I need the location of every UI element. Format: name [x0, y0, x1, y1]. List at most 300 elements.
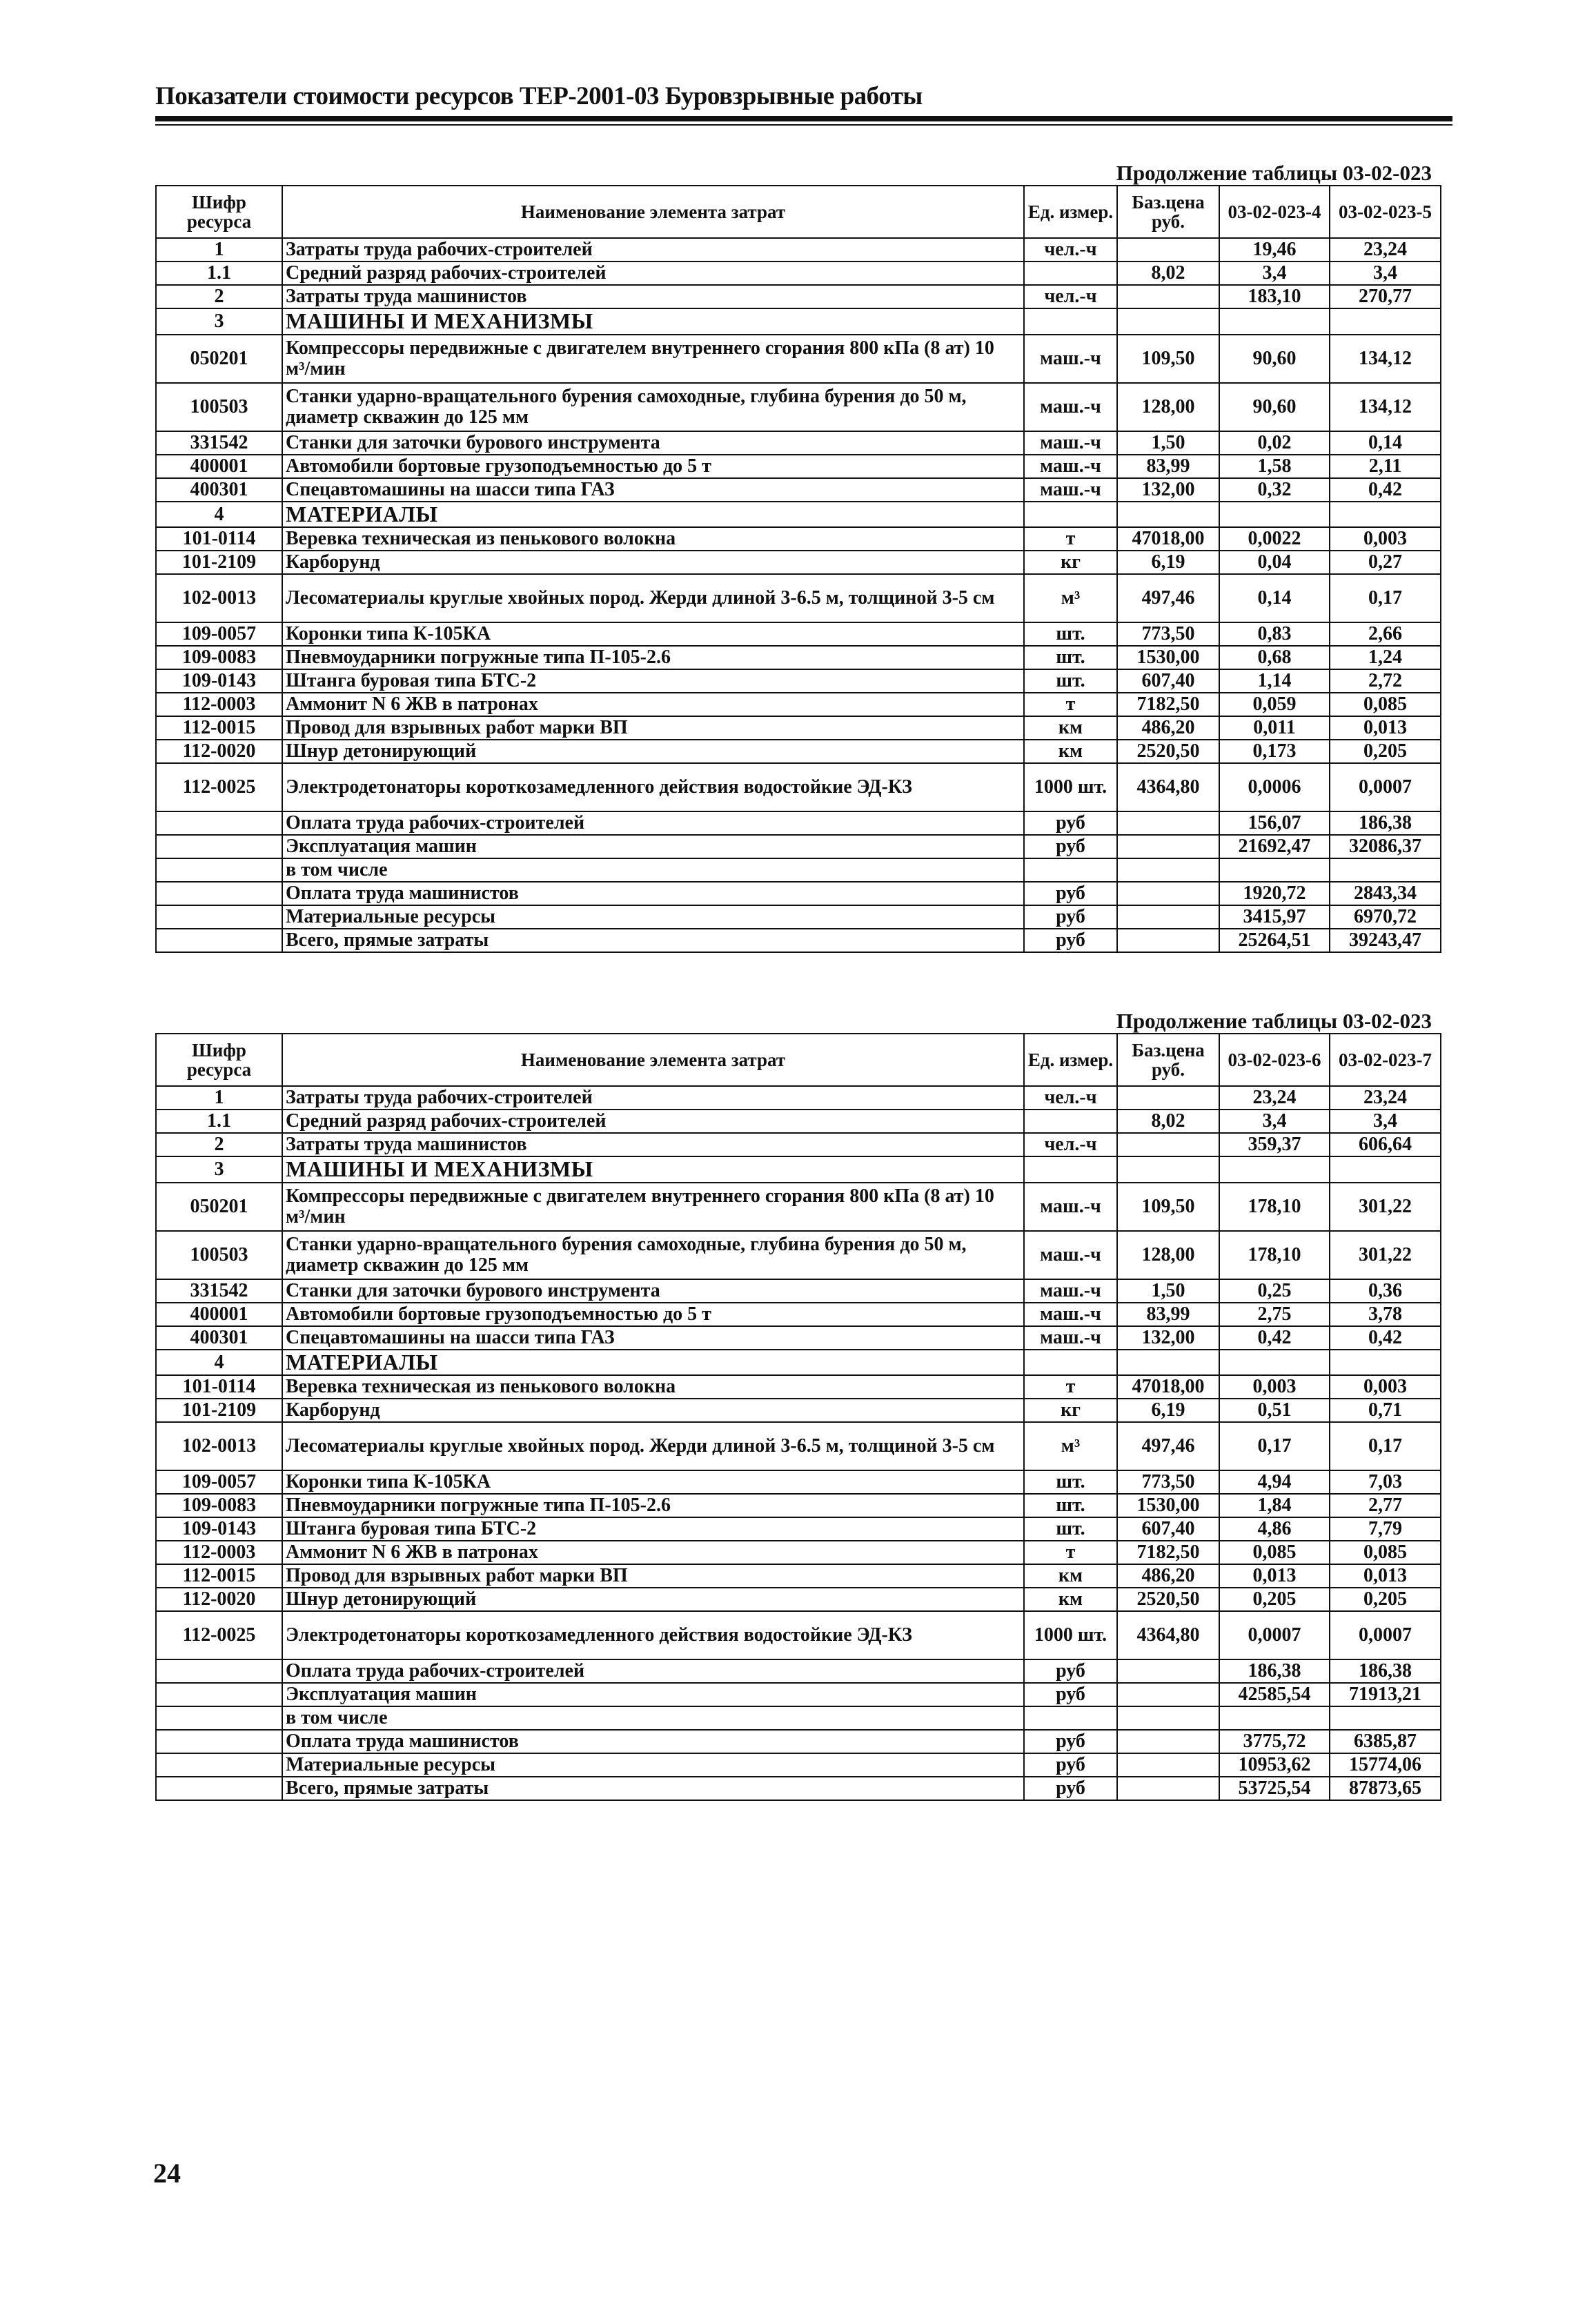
col-header-norm-b: 03-02-023-5 [1330, 186, 1441, 238]
cost-element-name-cell: Штанга буровая типа БТС-2 [282, 1517, 1024, 1541]
resource-code-cell: 101-2109 [156, 1399, 282, 1422]
cost-element-name-cell: Всего, прямые затраты [282, 929, 1024, 952]
resource-code-cell: 101-0114 [156, 1375, 282, 1399]
norm-b-value-cell: 2,11 [1330, 455, 1441, 478]
resource-code-cell [156, 1683, 282, 1706]
table-row [156, 1611, 1441, 1659]
norm-a-value-cell: 1,58 [1219, 455, 1330, 478]
norm-b-value-cell: 0,14 [1330, 431, 1441, 455]
cost-element-name-cell: Затраты труда рабочих-строителей [282, 238, 1024, 262]
cost-element-name-cell: Аммонит N 6 ЖВ в патронах [282, 693, 1024, 716]
unit-cell [1024, 1350, 1117, 1376]
resource-code-cell: 2 [156, 285, 282, 308]
norm-a-value-cell [1219, 308, 1330, 335]
norm-b-value-cell: 2,66 [1330, 622, 1441, 646]
cost-element-name-cell: Провод для взрывных работ марки ВП [282, 1564, 1024, 1588]
table-row [156, 1183, 1441, 1231]
summary-row [156, 858, 1441, 882]
unit-cell: руб [1024, 1753, 1117, 1777]
cost-element-name-cell: Материальные ресурсы [282, 1753, 1024, 1777]
norm-a-value-cell: 0,68 [1219, 646, 1330, 669]
norm-a-value-cell: 0,32 [1219, 478, 1330, 502]
unit-cell: маш.-ч [1024, 478, 1117, 502]
resource-code-cell: 1.1 [156, 1110, 282, 1133]
norm-a-value-cell: 2,75 [1219, 1303, 1330, 1326]
base-price-cell: 83,99 [1117, 1303, 1219, 1326]
resource-table-2 [155, 1033, 1441, 1801]
base-price-cell [1117, 1683, 1219, 1706]
table-row [156, 693, 1441, 716]
resource-code-cell [156, 835, 282, 858]
base-price-cell [1117, 1706, 1219, 1730]
col-header-name: Наименование элемента затрат [282, 186, 1024, 238]
unit-cell [1024, 1110, 1117, 1133]
unit-cell: руб [1024, 1683, 1117, 1706]
cost-element-name-cell: Станки для заточки бурового инструмента [282, 431, 1024, 455]
table-row [156, 1326, 1441, 1350]
base-price-cell: 486,20 [1117, 716, 1219, 740]
col-header-norm-b: 03-02-023-7 [1330, 1034, 1441, 1086]
table-row [156, 1110, 1441, 1133]
norm-b-value-cell [1330, 1706, 1441, 1730]
unit-cell: шт. [1024, 1470, 1117, 1494]
norm-a-value-cell: 3415,97 [1219, 905, 1330, 929]
section-heading-row [156, 1350, 1441, 1376]
summary-row [156, 1683, 1441, 1706]
table-row [156, 1231, 1441, 1279]
norm-b-value-cell: 0,003 [1330, 1375, 1441, 1399]
base-price-cell [1117, 905, 1219, 929]
norm-b-value-cell: 0,36 [1330, 1279, 1441, 1303]
unit-cell [1024, 262, 1117, 285]
resource-code-cell: 109-0083 [156, 646, 282, 669]
unit-cell: шт. [1024, 669, 1117, 693]
base-price-cell: 607,40 [1117, 669, 1219, 693]
norm-a-value-cell: 0,085 [1219, 1541, 1330, 1564]
table-row [156, 285, 1441, 308]
resource-code-cell: 331542 [156, 431, 282, 455]
norm-b-value-cell: 186,38 [1330, 811, 1441, 835]
header-rule-thin [155, 124, 1452, 126]
base-price-cell [1117, 1156, 1219, 1183]
cost-element-name-cell: Коронки типа К-105КА [282, 622, 1024, 646]
table-row [156, 527, 1441, 551]
summary-row [156, 929, 1441, 952]
norm-b-value-cell: 301,22 [1330, 1183, 1441, 1231]
norm-a-value-cell: 0,17 [1219, 1422, 1330, 1470]
table-row [156, 1086, 1441, 1110]
resource-code-cell: 109-0057 [156, 622, 282, 646]
table-row [156, 383, 1441, 431]
table-row [156, 1399, 1441, 1422]
norm-b-value-cell: 71913,21 [1330, 1683, 1441, 1706]
resource-code-cell [156, 1730, 282, 1753]
base-price-cell: 4364,80 [1117, 1611, 1219, 1659]
cost-element-name-cell: Станки ударно-вращательного бурения самоходные, глубина бурения до 50 м, диаметр скважин до 125 мм [282, 383, 1024, 431]
base-price-cell [1117, 1086, 1219, 1110]
cost-element-name-cell: Электродетонаторы короткозамедленного действия водостойкие ЭД-КЗ [282, 1611, 1024, 1659]
page-number: 24 [153, 2158, 181, 2189]
norm-a-value-cell: 4,94 [1219, 1470, 1330, 1494]
resource-code-cell [156, 858, 282, 882]
cost-element-name-cell: в том числе [282, 858, 1024, 882]
resource-code-cell: 109-0143 [156, 1517, 282, 1541]
cost-element-name-cell: Пневмоударники погружные типа П-105-2.6 [282, 646, 1024, 669]
norm-b-value-cell [1330, 858, 1441, 882]
cost-element-name-cell: Эксплуатация машин [282, 1683, 1024, 1706]
base-price-cell: 1,50 [1117, 1279, 1219, 1303]
base-price-cell: 128,00 [1117, 1231, 1219, 1279]
table-row [156, 574, 1441, 622]
resource-code-cell [156, 1753, 282, 1777]
unit-cell: маш.-ч [1024, 1303, 1117, 1326]
norm-b-value-cell: 3,4 [1330, 1110, 1441, 1133]
norm-a-value-cell: 178,10 [1219, 1183, 1330, 1231]
cost-element-name-cell: Пневмоударники погружные типа П-105-2.6 [282, 1494, 1024, 1517]
norm-a-value-cell: 186,38 [1219, 1659, 1330, 1683]
norm-a-value-cell: 4,86 [1219, 1517, 1330, 1541]
resource-code-cell [156, 811, 282, 835]
unit-cell: т [1024, 693, 1117, 716]
unit-cell: чел.-ч [1024, 1086, 1117, 1110]
norm-a-value-cell: 156,07 [1219, 811, 1330, 835]
unit-cell: м³ [1024, 1422, 1117, 1470]
norm-a-value-cell: 10953,62 [1219, 1753, 1330, 1777]
norm-b-value-cell: 0,71 [1330, 1399, 1441, 1422]
norm-a-value-cell: 0,42 [1219, 1326, 1330, 1350]
unit-cell: маш.-ч [1024, 455, 1117, 478]
norm-a-value-cell [1219, 1706, 1330, 1730]
norm-a-value-cell: 23,24 [1219, 1086, 1330, 1110]
cost-element-name-cell: Затраты труда машинистов [282, 1133, 1024, 1156]
cost-element-name-cell: Спецавтомашины на шасси типа ГАЗ [282, 1326, 1024, 1350]
base-price-cell: 47018,00 [1117, 527, 1219, 551]
base-price-cell: 2520,50 [1117, 740, 1219, 763]
unit-cell: км [1024, 740, 1117, 763]
unit-cell: руб [1024, 882, 1117, 905]
cost-element-name-cell: Станки для заточки бурового инструмента [282, 1279, 1024, 1303]
table-row [156, 238, 1441, 262]
norm-b-value-cell: 0,205 [1330, 740, 1441, 763]
unit-cell: 1000 шт. [1024, 763, 1117, 811]
unit-cell: шт. [1024, 646, 1117, 669]
norm-a-value-cell: 0,02 [1219, 431, 1330, 455]
unit-cell: м³ [1024, 574, 1117, 622]
base-price-cell [1117, 1777, 1219, 1800]
base-price-cell [1117, 1730, 1219, 1753]
base-price-cell: 109,50 [1117, 335, 1219, 383]
norm-b-value-cell: 0,205 [1330, 1588, 1441, 1611]
norm-a-value-cell [1219, 1350, 1330, 1376]
resource-code-cell: 112-0020 [156, 740, 282, 763]
unit-cell: шт. [1024, 1517, 1117, 1541]
norm-b-value-cell: 0,27 [1330, 551, 1441, 574]
base-price-cell: 128,00 [1117, 383, 1219, 431]
base-price-cell: 83,99 [1117, 455, 1219, 478]
norm-b-value-cell: 87873,65 [1330, 1777, 1441, 1800]
cost-element-name-cell: Лесоматериалы круглые хвойных пород. Жерди длиной 3-6.5 м, толщиной 3-5 см [282, 574, 1024, 622]
cost-element-name-cell: Материальные ресурсы [282, 905, 1024, 929]
norm-b-value-cell [1330, 502, 1441, 528]
norm-b-value-cell: 0,003 [1330, 527, 1441, 551]
resource-code-cell [156, 905, 282, 929]
base-price-cell [1117, 882, 1219, 905]
norm-b-value-cell: 15774,06 [1330, 1753, 1441, 1777]
resource-code-cell: 100503 [156, 1231, 282, 1279]
norm-b-value-cell: 0,085 [1330, 1541, 1441, 1564]
cost-element-name-cell: МАШИНЫ И МЕХАНИЗМЫ [282, 1156, 1024, 1183]
cost-element-name-cell: Оплата труда рабочих-строителей [282, 1659, 1024, 1683]
table-1-continuation-label: Продолжение таблицы 03-02-023 [1116, 161, 1432, 185]
summary-row [156, 1659, 1441, 1683]
table-row [156, 478, 1441, 502]
col-header-name: Наименование элемента затрат [282, 1034, 1024, 1086]
unit-cell: руб [1024, 929, 1117, 952]
col-header-norm-a: 03-02-023-6 [1219, 1034, 1330, 1086]
cost-element-name-cell: Штанга буровая типа БТС-2 [282, 669, 1024, 693]
cost-element-name-cell: Провод для взрывных работ марки ВП [282, 716, 1024, 740]
cost-element-name-cell: Компрессоры передвижные с двигателем внутреннего сгорания 800 кПа (8 ат) 10 м³/мин [282, 1183, 1024, 1231]
base-price-cell [1117, 811, 1219, 835]
base-price-cell: 4364,80 [1117, 763, 1219, 811]
unit-cell: маш.-ч [1024, 1183, 1117, 1231]
table-row [156, 1470, 1441, 1494]
base-price-cell: 6,19 [1117, 1399, 1219, 1422]
norm-a-value-cell: 178,10 [1219, 1231, 1330, 1279]
table-1-body [156, 238, 1441, 952]
norm-b-value-cell: 301,22 [1330, 1231, 1441, 1279]
base-price-cell [1117, 835, 1219, 858]
cost-element-name-cell: Оплата труда машинистов [282, 882, 1024, 905]
norm-b-value-cell: 32086,37 [1330, 835, 1441, 858]
base-price-cell: 6,19 [1117, 551, 1219, 574]
base-price-cell: 7182,50 [1117, 693, 1219, 716]
norm-b-value-cell: 606,64 [1330, 1133, 1441, 1156]
resource-code-cell [156, 882, 282, 905]
table-row [156, 740, 1441, 763]
resource-table-1 [155, 185, 1441, 953]
unit-cell: кг [1024, 551, 1117, 574]
cost-element-name-cell: МАТЕРИАЛЫ [282, 1350, 1024, 1376]
base-price-cell [1117, 238, 1219, 262]
base-price-cell: 497,46 [1117, 574, 1219, 622]
norm-b-value-cell: 2,72 [1330, 669, 1441, 693]
summary-row [156, 811, 1441, 835]
base-price-cell: 486,20 [1117, 1564, 1219, 1588]
norm-b-value-cell: 39243,47 [1330, 929, 1441, 952]
unit-cell: км [1024, 1564, 1117, 1588]
cost-element-name-cell: Автомобили бортовые грузоподъемностью до 5 т [282, 1303, 1024, 1326]
unit-cell: маш.-ч [1024, 383, 1117, 431]
base-price-cell [1117, 1753, 1219, 1777]
norm-b-value-cell: 6970,72 [1330, 905, 1441, 929]
resource-code-cell [156, 1706, 282, 1730]
resource-code-cell: 109-0057 [156, 1470, 282, 1494]
unit-cell: руб [1024, 1730, 1117, 1753]
norm-a-value-cell: 0,205 [1219, 1588, 1330, 1611]
summary-row [156, 905, 1441, 929]
base-price-cell: 132,00 [1117, 478, 1219, 502]
base-price-cell: 7182,50 [1117, 1541, 1219, 1564]
base-price-cell [1117, 502, 1219, 528]
unit-cell [1024, 1156, 1117, 1183]
norm-b-value-cell: 186,38 [1330, 1659, 1441, 1683]
norm-a-value-cell: 0,173 [1219, 740, 1330, 763]
resource-code-cell: 1 [156, 238, 282, 262]
norm-a-value-cell: 1920,72 [1219, 882, 1330, 905]
col-header-code: Шифр ресурса [156, 1034, 282, 1086]
norm-a-value-cell: 3,4 [1219, 1110, 1330, 1133]
cost-element-name-cell: Эксплуатация машин [282, 835, 1024, 858]
table-row [156, 716, 1441, 740]
cost-element-name-cell: Шнур детонирующий [282, 1588, 1024, 1611]
unit-cell: шт. [1024, 1494, 1117, 1517]
unit-cell: руб [1024, 905, 1117, 929]
norm-a-value-cell: 53725,54 [1219, 1777, 1330, 1800]
resource-code-cell: 100503 [156, 383, 282, 431]
table-row [156, 646, 1441, 669]
unit-cell [1024, 308, 1117, 335]
cost-element-name-cell: Затраты труда рабочих-строителей [282, 1086, 1024, 1110]
summary-row [156, 882, 1441, 905]
norm-a-value-cell: 0,0006 [1219, 763, 1330, 811]
resource-code-cell: 4 [156, 502, 282, 528]
norm-a-value-cell: 19,46 [1219, 238, 1330, 262]
summary-row [156, 835, 1441, 858]
resource-code-cell [156, 1659, 282, 1683]
resource-code-cell: 400001 [156, 455, 282, 478]
norm-a-value-cell: 0,83 [1219, 622, 1330, 646]
norm-a-value-cell: 90,60 [1219, 383, 1330, 431]
norm-a-value-cell: 25264,51 [1219, 929, 1330, 952]
base-price-cell: 2520,50 [1117, 1588, 1219, 1611]
norm-a-value-cell: 359,37 [1219, 1133, 1330, 1156]
table-row [156, 262, 1441, 285]
base-price-cell: 773,50 [1117, 622, 1219, 646]
table-row [156, 455, 1441, 478]
resource-code-cell: 1.1 [156, 262, 282, 285]
base-price-cell [1117, 285, 1219, 308]
base-price-cell: 1,50 [1117, 431, 1219, 455]
norm-b-value-cell: 2843,34 [1330, 882, 1441, 905]
norm-b-value-cell: 7,79 [1330, 1517, 1441, 1541]
unit-cell: кг [1024, 1399, 1117, 1422]
base-price-cell [1117, 308, 1219, 335]
base-price-cell: 773,50 [1117, 1470, 1219, 1494]
norm-a-value-cell: 183,10 [1219, 285, 1330, 308]
table-row [156, 1541, 1441, 1564]
resource-code-cell: 102-0013 [156, 1422, 282, 1470]
table-row [156, 335, 1441, 383]
table-row [156, 1517, 1441, 1541]
resource-code-cell: 112-0015 [156, 716, 282, 740]
base-price-cell [1117, 1659, 1219, 1683]
unit-cell: маш.-ч [1024, 1279, 1117, 1303]
unit-cell: маш.-ч [1024, 1231, 1117, 1279]
unit-cell: руб [1024, 835, 1117, 858]
unit-cell: руб [1024, 1777, 1117, 1800]
col-header-base-price: Баз.цена руб. [1117, 186, 1219, 238]
table-2-body [156, 1086, 1441, 1800]
unit-cell: 1000 шт. [1024, 1611, 1117, 1659]
cost-element-name-cell: Затраты труда машинистов [282, 285, 1024, 308]
resource-code-cell: 400301 [156, 1326, 282, 1350]
table-row [156, 1375, 1441, 1399]
section-heading-row [156, 308, 1441, 335]
cost-element-name-cell: Станки ударно-вращательного бурения самоходные, глубина бурения до 50 м, диаметр скважин до 125 мм [282, 1231, 1024, 1279]
cost-element-name-cell: Лесоматериалы круглые хвойных пород. Жерди длиной 3-6.5 м, толщиной 3-5 см [282, 1422, 1024, 1470]
table-row [156, 622, 1441, 646]
norm-b-value-cell: 270,77 [1330, 285, 1441, 308]
resource-code-cell [156, 1777, 282, 1800]
norm-a-value-cell: 1,84 [1219, 1494, 1330, 1517]
resource-code-cell: 112-0003 [156, 693, 282, 716]
resource-code-cell: 3 [156, 308, 282, 335]
summary-row [156, 1730, 1441, 1753]
norm-a-value-cell: 0,04 [1219, 551, 1330, 574]
norm-b-value-cell: 0,013 [1330, 1564, 1441, 1588]
unit-cell: км [1024, 716, 1117, 740]
norm-a-value-cell: 3775,72 [1219, 1730, 1330, 1753]
resource-code-cell: 109-0083 [156, 1494, 282, 1517]
norm-a-value-cell: 0,25 [1219, 1279, 1330, 1303]
resource-code-cell: 112-0025 [156, 1611, 282, 1659]
norm-b-value-cell [1330, 1156, 1441, 1183]
unit-cell: маш.-ч [1024, 1326, 1117, 1350]
base-price-cell [1117, 858, 1219, 882]
resource-code-cell: 2 [156, 1133, 282, 1156]
summary-row [156, 1777, 1441, 1800]
base-price-cell: 47018,00 [1117, 1375, 1219, 1399]
unit-cell: маш.-ч [1024, 335, 1117, 383]
resource-code-cell: 112-0003 [156, 1541, 282, 1564]
table-row [156, 1588, 1441, 1611]
resource-code-cell: 109-0143 [156, 669, 282, 693]
norm-b-value-cell: 0,17 [1330, 1422, 1441, 1470]
cost-element-name-cell: МАТЕРИАЛЫ [282, 502, 1024, 528]
unit-cell: руб [1024, 1659, 1117, 1683]
resource-code-cell: 101-0114 [156, 527, 282, 551]
norm-b-value-cell: 0,085 [1330, 693, 1441, 716]
table-row [156, 1564, 1441, 1588]
norm-a-value-cell [1219, 858, 1330, 882]
resource-code-cell: 112-0025 [156, 763, 282, 811]
header-rule [155, 116, 1452, 121]
base-price-cell: 1530,00 [1117, 646, 1219, 669]
base-price-cell [1117, 929, 1219, 952]
cost-element-name-cell: Карборунд [282, 551, 1024, 574]
norm-a-value-cell: 90,60 [1219, 335, 1330, 383]
resource-code-cell: 050201 [156, 1183, 282, 1231]
table-row [156, 1422, 1441, 1470]
base-price-cell [1117, 1350, 1219, 1376]
norm-a-value-cell: 42585,54 [1219, 1683, 1330, 1706]
resource-code-cell: 400001 [156, 1303, 282, 1326]
norm-b-value-cell: 23,24 [1330, 238, 1441, 262]
norm-a-value-cell: 0,51 [1219, 1399, 1330, 1422]
cost-element-name-cell: Спецавтомашины на шасси типа ГАЗ [282, 478, 1024, 502]
table-row [156, 1494, 1441, 1517]
cost-element-name-cell: Компрессоры передвижные с двигателем внутреннего сгорания 800 кПа (8 ат) 10 м³/мин [282, 335, 1024, 383]
cost-element-name-cell: Аммонит N 6 ЖВ в патронах [282, 1541, 1024, 1564]
norm-b-value-cell: 6385,87 [1330, 1730, 1441, 1753]
norm-b-value-cell [1330, 308, 1441, 335]
summary-row [156, 1753, 1441, 1777]
unit-cell [1024, 1706, 1117, 1730]
table-row [156, 669, 1441, 693]
norm-b-value-cell: 134,12 [1330, 383, 1441, 431]
resource-code-cell: 102-0013 [156, 574, 282, 622]
